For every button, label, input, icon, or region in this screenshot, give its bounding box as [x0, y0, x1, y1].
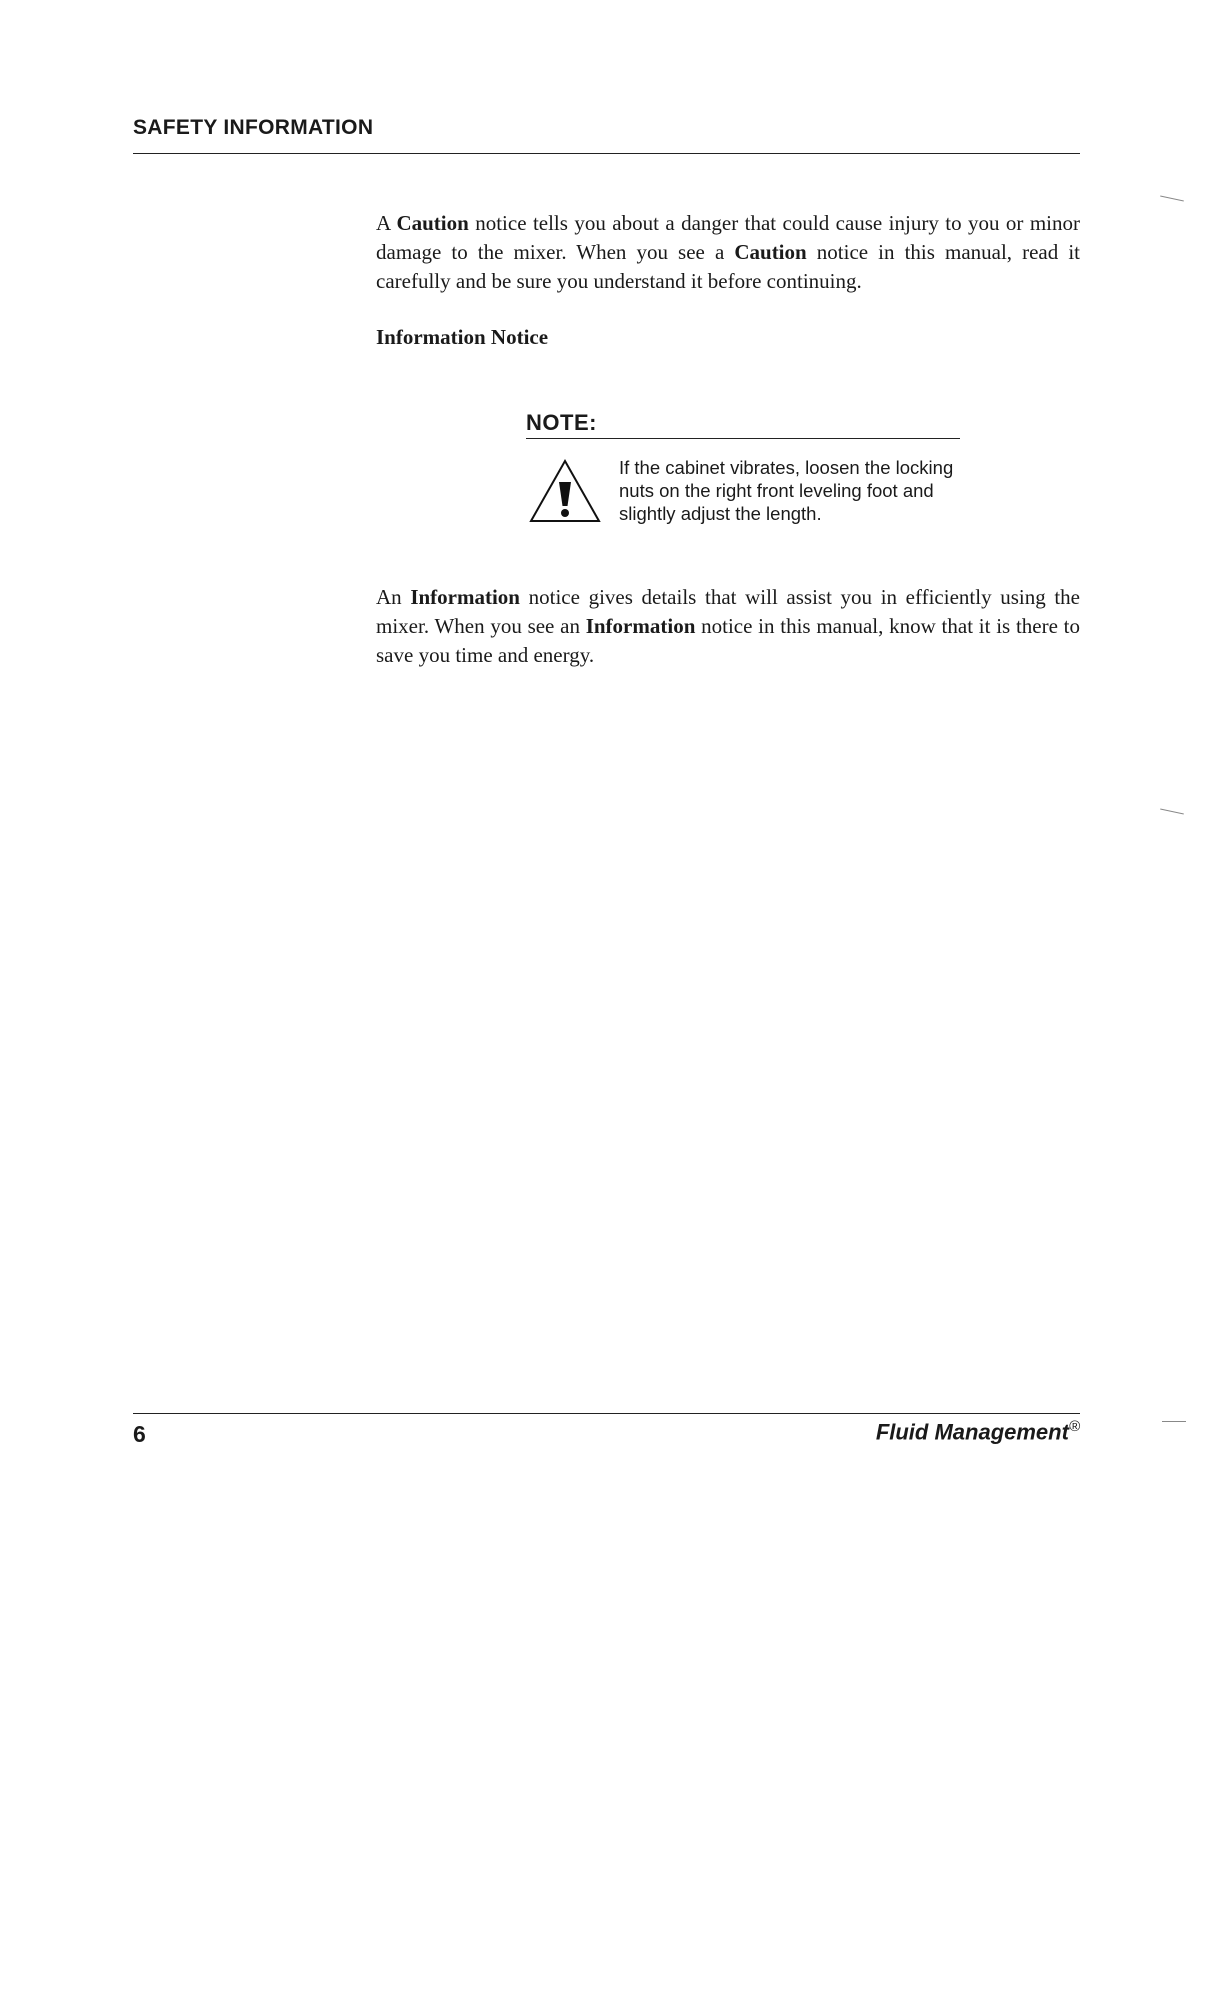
caution-bold-2: Caution	[734, 240, 807, 264]
registered-mark: ®	[1068, 1418, 1080, 1435]
info-text-1: An	[376, 585, 411, 609]
footer-title	[876, 1418, 1080, 1445]
caution-text-1: A	[376, 211, 397, 235]
caution-bold-1: Caution	[396, 211, 469, 235]
footer-title-text: Fluid Management	[875, 1419, 1069, 1445]
scan-artifact	[1160, 196, 1184, 202]
info-text-2: notice gives details that will assist you in efficiently using the mixer. When you see an	[376, 585, 1080, 638]
note-label: NOTE:	[526, 410, 597, 435]
info-text-3: notice in this manual, know that it is there to save you time and energy.	[376, 614, 1080, 667]
note-box	[526, 410, 960, 524]
scan-artifact	[1162, 1421, 1186, 1422]
info-bold-1: Information	[410, 585, 520, 609]
header-rule	[133, 153, 1080, 154]
caution-text-2: notice tells you about a danger that could cause injury to you or minor damage to the mixer. When you see a	[376, 211, 1080, 264]
note-rule	[526, 438, 960, 439]
footer-rule	[133, 1413, 1080, 1414]
page-header-title: SAFETY INFORMATION	[133, 116, 374, 139]
info-bold-2: Information	[585, 614, 696, 638]
caution-text-3: notice in this manual, read it carefully and be sure you understand it before continuing.	[376, 240, 1080, 293]
warning-triangle-icon	[528, 458, 602, 524]
information-notice-heading: Information Notice	[376, 325, 549, 349]
page-number: 6	[133, 1421, 146, 1447]
caution-paragraph	[376, 209, 1080, 296]
note-text: If the cabinet vibrates, loosen the locking nuts on the right front leveling foot and slightly adjust the length.	[619, 457, 954, 524]
information-paragraph	[376, 583, 1080, 670]
scan-artifact	[1160, 809, 1184, 815]
